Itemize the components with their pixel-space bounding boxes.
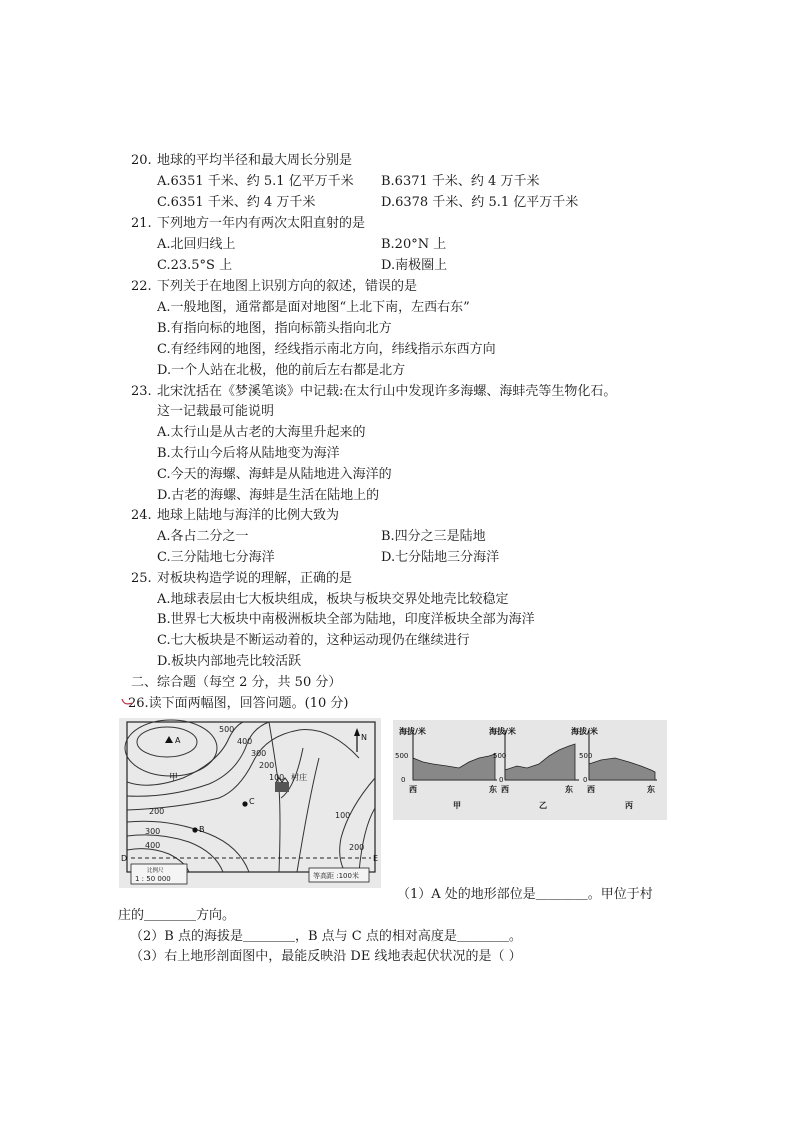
- profile-y500: 500: [579, 752, 593, 760]
- option-a: A.地球表层由七大板块组成，板块与板块交界处地壳比较稳定: [157, 592, 509, 607]
- contour-label-100: 100: [269, 773, 285, 782]
- point-e-label: E: [373, 854, 379, 863]
- option-b: B.世界七大板块中南极洲板块全部为陆地，印度洋板块全部为海洋: [157, 612, 535, 627]
- option-d: D.板块内部地壳比较活跃: [157, 654, 302, 669]
- option-c: C.七大板块是不断运动着的，这种运动现仍在继续进行: [157, 633, 470, 648]
- sub-question-1-part2: 庄的＿＿＿＿方向。: [118, 908, 236, 923]
- profile-ylabel: 海拔/米: [399, 727, 426, 736]
- option-d: D.一个人站在北极，他的前后左右都是北方: [157, 363, 406, 378]
- option-a: A.6351 千米、约 5.1 亿平万千米: [157, 174, 354, 189]
- point-d-label: D: [121, 854, 128, 863]
- question-stem: 下列地方一年内有两次太阳直射的是: [157, 216, 366, 231]
- option-a: A.各占二分之一: [157, 529, 249, 544]
- profile-ylabel: 海拔/米: [489, 727, 516, 736]
- profile-y0: 0: [499, 776, 504, 784]
- option-d: D.6378 千米、约 5.1 亿平万千米: [381, 195, 579, 210]
- contour-label-200-west: 200: [149, 807, 165, 816]
- contour-interval: 等高距 :100米: [313, 872, 359, 880]
- profile-y0: 0: [401, 776, 406, 784]
- point-jia-label: 甲: [169, 773, 179, 783]
- contour-label-500: 500: [219, 725, 235, 734]
- option-b: B.6371 千米、约 4 万千米: [381, 174, 540, 189]
- profile-west: 西: [409, 785, 417, 794]
- question-stem-continued: 这一记载最可能说明: [157, 404, 275, 419]
- point-b-label: B: [199, 825, 205, 834]
- question-number: 24.: [131, 508, 152, 523]
- option-b: B.20°N 上: [381, 237, 447, 252]
- question-stem: 地球的平均半径和最大周长分别是: [157, 153, 353, 168]
- sub-question-2: （2）B 点的海拔是＿＿＿＿，B 点与 C 点的相对高度是＿＿＿＿。: [130, 929, 522, 944]
- village-label: 村庄: [291, 773, 307, 782]
- question-number: 23.: [131, 384, 152, 399]
- option-c: C.今天的海螺、海蚌是从陆地进入海洋的: [157, 467, 392, 482]
- profile-ylabel: 海拔/米: [571, 727, 598, 736]
- profile-name: 甲: [453, 801, 461, 810]
- option-d: D.古老的海螺、海蚌是生活在陆地上的: [157, 488, 380, 503]
- option-b: B.太行山今后将从陆地变为海洋: [157, 446, 340, 461]
- question-number: 22.: [131, 279, 152, 294]
- question-26-stem: 26.读下面两幅图，回答问题。(10 分): [128, 696, 349, 711]
- option-a: A.北回归线上: [157, 237, 236, 252]
- question-number: 25.: [131, 571, 152, 586]
- section-title: 二、综合题（每空 2 分，共 50 分）: [131, 675, 342, 690]
- profile-east: 东: [647, 785, 655, 794]
- scale-title: 比例尺: [147, 868, 164, 874]
- profile-name: 乙: [539, 801, 547, 810]
- option-a: A.一般地图，通常都是面对地图“上北下南，左西右东”: [157, 300, 470, 315]
- option-d: D.七分陆地三分海洋: [381, 550, 500, 565]
- profile-west: 西: [501, 785, 509, 794]
- profile-east: 东: [565, 785, 573, 794]
- question-stem: 对板块构造学说的理解，正确的是: [157, 571, 353, 586]
- profile-name: 丙: [625, 801, 633, 810]
- profile-east: 东: [489, 785, 497, 794]
- option-c: C.6351 千米、约 4 万千米: [157, 195, 316, 210]
- scale-value: 1 : 50 000: [135, 875, 171, 883]
- contour-label-200: 200: [259, 761, 275, 770]
- terrain-profiles: [393, 720, 667, 820]
- profile-y500: 500: [493, 752, 507, 760]
- contour-label-400-west: 400: [145, 841, 161, 850]
- north-label: N: [361, 733, 367, 742]
- question-stem: 地球上陆地与海洋的比例大致为: [157, 508, 340, 523]
- option-d: D.南极圈上: [381, 258, 448, 273]
- sub-question-1-part1: （1）A 处的地形部位是＿＿＿＿。甲位于村: [397, 887, 653, 902]
- option-a: A.太行山是从古老的大海里升起来的: [157, 425, 366, 440]
- option-c: C.23.5°S 上: [157, 258, 233, 273]
- contour-map: [119, 718, 381, 888]
- contour-label-300-west: 300: [145, 827, 161, 836]
- profile-y0: 0: [583, 776, 588, 784]
- point-a-label: A: [175, 736, 181, 745]
- option-c: C.有经纬网的地图，经线指示南北方向，纬线指示东西方向: [157, 342, 496, 357]
- question-stem: 北宋沈括在《梦溪笔谈》中记载:在太行山中发现许多海螺、海蚌壳等生物化石。: [157, 384, 617, 399]
- option-c: C.三分陆地七分海洋: [157, 550, 275, 565]
- contour-label-200-east: 200: [349, 843, 365, 852]
- point-c-label: C: [249, 797, 255, 806]
- question-number: 20.: [131, 153, 152, 168]
- question-number: 21.: [131, 216, 152, 231]
- handwritten-tick-icon: [120, 697, 134, 709]
- contour-label-100-east: 100: [335, 811, 351, 820]
- profile-west: 西: [587, 785, 595, 794]
- sub-question-3: （3）右上地形剖面图中，最能反映沿 DE 线地表起伏状况的是（ ）: [130, 949, 522, 964]
- option-b: B.四分之三是陆地: [381, 529, 486, 544]
- profile-y500: 500: [395, 752, 409, 760]
- contour-label-300: 300: [251, 749, 267, 758]
- option-b: B.有指向标的地图，指向标箭头指向北方: [157, 321, 392, 336]
- contour-label-400: 400: [237, 737, 253, 746]
- question-stem: 下列关于在地图上识别方向的叙述，错误的是: [157, 279, 418, 294]
